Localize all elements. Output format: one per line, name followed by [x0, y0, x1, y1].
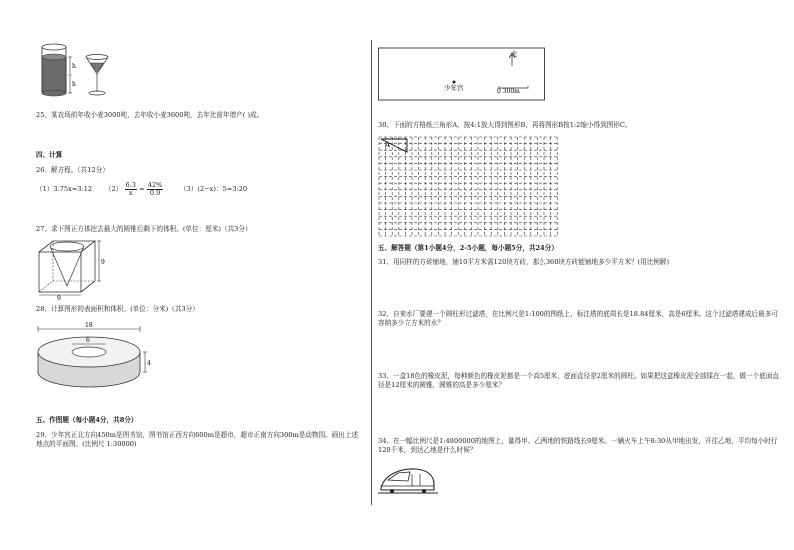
- ring-inner-diameter-label: 6: [86, 337, 90, 344]
- question-25: 25、某农场前年收小麦3000吨，去年收小麦3600吨，去年比前年增产( )成。: [36, 111, 264, 119]
- eq2-right-denominator: 0.9: [149, 188, 161, 197]
- question-32: 32、自来水厂要建一个圆柱形过滤塔，在比例尺是1:100的图纸上，标注塔的底周长是18.84厘米，高是6厘米。这个过滤塔建成后最多可容纳多少立方米的水？: [378, 310, 778, 327]
- equation-2-right-fraction: [147, 182, 164, 197]
- map-scale-label: 0 300m: [497, 88, 520, 95]
- ring-height-label: 4: [147, 360, 151, 367]
- cube-with-cone-figure: [34, 238, 109, 300]
- equation-1: （1）3.75x=3:12: [36, 185, 93, 193]
- equation-3: （3）(2−x)：5=3:20: [180, 185, 248, 193]
- equation-2-prefix: （2）: [105, 185, 123, 193]
- equation-2-left-fraction: [125, 182, 138, 197]
- equation-2-equals: =: [139, 185, 145, 193]
- question-27: 27、求下图正方体挖去最大的圆锥后剩下的体积。(单位：厘米)（共3分）: [36, 225, 252, 233]
- section-5b-heading: 五、解答题（第1小题4分，2-5小题，每小题5分，共24分）: [378, 244, 558, 252]
- question-30: 30、下面的方格纸三角形A，按4:1放大得到图形B，再将图形B按1:2缩小得到图形C。: [378, 121, 632, 129]
- section-4-heading: 四、计算: [36, 151, 63, 159]
- youth-palace-label: 少年宫: [444, 84, 464, 92]
- question-26: 26．解方程。（共12分）: [36, 166, 109, 174]
- north-label: 北: [511, 50, 518, 58]
- eq2-right-numerator: 42%: [147, 180, 163, 189]
- section-5-heading: 五、作图题（每小题4分，共8分）: [36, 416, 138, 424]
- glass-h-label-bottom: h: [72, 81, 76, 88]
- question-28: 28、计算图形的表面积和体积。(单位：分米)（共3分）: [36, 305, 199, 313]
- glass-h-label-top: h: [72, 63, 76, 70]
- cylinder-and-goblet-figure: [36, 40, 126, 100]
- eq2-left-numerator: 6.3: [125, 180, 136, 189]
- triangle-a-label: A: [385, 141, 391, 149]
- map-box: [378, 40, 546, 102]
- question-33: 33、一盒18色的橡皮泥，每种颜色的橡皮泥都是一个高5厘米，底面直径是2厘米的圆柱。如果把这盒橡皮泥全部揉在一起，做一个底面直径是12厘米的圆锥，圆锥的高是多少厘米？: [378, 372, 780, 389]
- equation-2: [105, 180, 163, 198]
- cube-side-label: 9: [101, 259, 105, 266]
- square-grid: [378, 136, 560, 238]
- column-divider: [371, 40, 372, 505]
- eq2-left-denominator: x: [128, 188, 133, 197]
- train-icon: [378, 462, 438, 496]
- ring-cylinder-figure: [36, 320, 161, 395]
- question-31: 31、用同样的方砖铺地，铺10平方米需120块方砖，那么360块方砖能铺地多少平方米？(用比例解): [378, 258, 670, 266]
- cube-bottom-label: 9: [57, 295, 61, 302]
- question-29: 29、少年宫正北方向450m是图书馆，图书馆正西方向600m是超市，超市正南方向300m是动物园。画出上述地点的平面图。(比例尺 1:30000): [36, 431, 359, 448]
- question-34: 34、在一幅比例尺是1:4800000的地图上，量得甲、乙两地的铁路线长9厘米。一辆火车上午8:30从甲地出发，开往乙地，平均每小时行120千米，到达乙地是什么时候？: [378, 437, 778, 454]
- ring-outer-diameter-label: 18: [85, 322, 93, 329]
